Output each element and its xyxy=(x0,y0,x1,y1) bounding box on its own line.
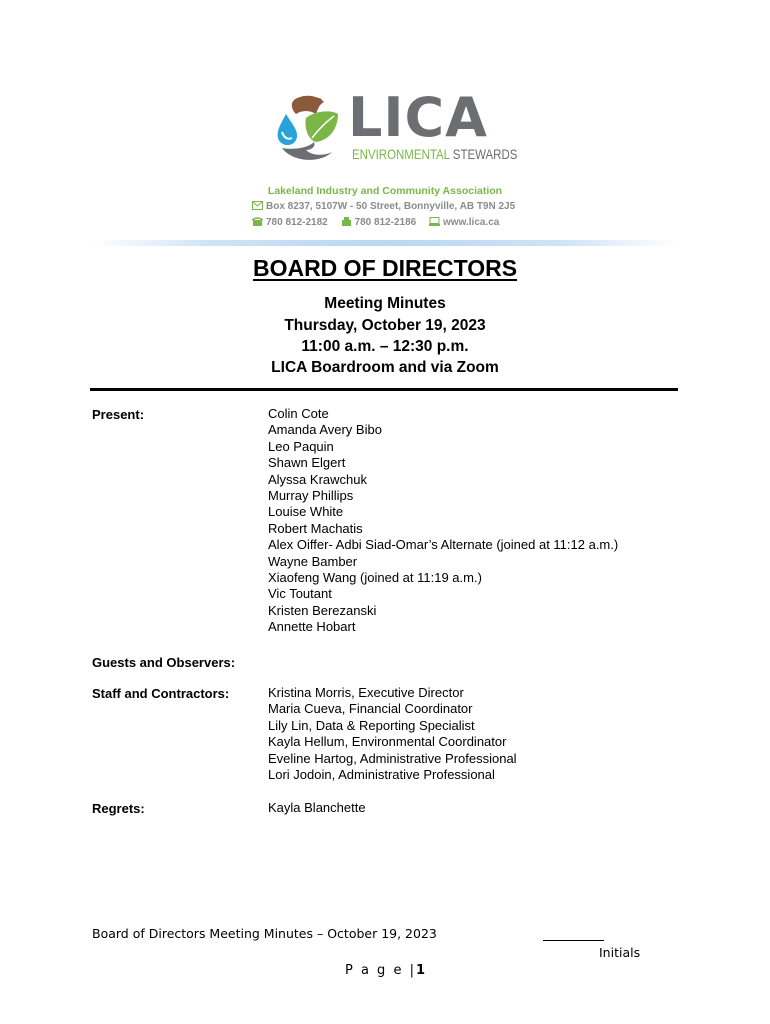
list-item: Shawn Elgert xyxy=(268,455,346,471)
list-item: Kristina Morris, Executive Director xyxy=(268,685,464,700)
fax-icon xyxy=(341,217,352,226)
list-item: Alex Oiffer- Adbi Siad-Omar’s Alternate (joined at 11:12 a.m.) xyxy=(268,537,619,553)
document-title-text: BOARD OF DIRECTORS xyxy=(252,255,518,281)
document-title xyxy=(0,255,770,282)
org-phone: 780 812-2182 xyxy=(266,217,328,228)
initials-line xyxy=(543,940,604,941)
org-name: Lakeland Industry and Community Association xyxy=(267,185,503,197)
meeting-time: 11:00 a.m. – 12:30 p.m. xyxy=(301,338,469,355)
list-item: Leo Paquin xyxy=(268,438,334,454)
logo-wordmark: LICA xyxy=(348,86,488,149)
page-prefix: P a g e | xyxy=(344,963,416,978)
computer-icon xyxy=(429,217,440,226)
footer-title: Board of Directors Meeting Minutes – October 19, 2023 xyxy=(92,926,437,941)
meeting-type: Meeting Minutes xyxy=(324,295,446,312)
list-item: Robert Machatis xyxy=(268,520,363,536)
list-item: Colin Cote xyxy=(268,406,329,421)
heading-rule xyxy=(90,388,678,391)
page-number xyxy=(0,963,770,978)
list-item: Maria Cueva, Financial Coordinator xyxy=(268,701,473,717)
list-item: Kayla Hellum, Environmental Coordinator xyxy=(268,734,507,750)
guests-label: Guests and Observers: xyxy=(92,655,236,670)
list-item: Annette Hobart xyxy=(268,619,356,635)
list-item: Lori Jodoin, Administrative Professional xyxy=(268,767,495,783)
page-number-value: 1 xyxy=(415,963,425,978)
org-contact-line xyxy=(252,217,509,228)
header-divider xyxy=(92,240,678,246)
meeting-location: LICA Boardroom and via Zoom xyxy=(271,359,499,376)
list-item: Murray Phillips xyxy=(268,488,354,504)
list-item: Alyssa Krawchuk xyxy=(268,471,367,487)
list-item: Kayla Blanchette xyxy=(268,800,366,815)
org-website: www.lica.ca xyxy=(443,217,500,228)
envelope-icon xyxy=(252,201,263,210)
phone-icon xyxy=(252,217,263,226)
staff-list xyxy=(268,685,517,783)
logo-tag-green: ENVIRONMENTAL xyxy=(352,146,450,162)
org-address: Box 8237, 5107W - 50 Street, Bonnyville, AB T9N 2J5 xyxy=(266,201,516,212)
logo-tag-gray: STEWARDS xyxy=(449,146,518,162)
present-list xyxy=(268,406,618,636)
logo-tagline xyxy=(352,146,517,162)
list-item: Louise White xyxy=(268,504,344,520)
org-address-line xyxy=(252,201,515,212)
org-fax: 780 812-2186 xyxy=(354,217,417,228)
regrets-list xyxy=(268,800,366,816)
initials-label: Initials xyxy=(599,945,641,960)
list-item: Eveline Hartog, Administrative Professional xyxy=(268,750,517,766)
regrets-label: Regrets: xyxy=(92,801,145,816)
list-item: Vic Toutant xyxy=(268,586,332,602)
list-item: Wayne Bamber xyxy=(268,553,358,569)
list-item: Xiaofeng Wang (joined at 11:19 a.m.) xyxy=(268,570,482,586)
list-item: Amanda Avery Bibo xyxy=(268,422,382,438)
present-label: Present: xyxy=(92,407,145,422)
meeting-date: Thursday, October 19, 2023 xyxy=(284,317,486,334)
list-item: Lily Lin, Data & Reporting Specialist xyxy=(268,717,475,733)
staff-label: Staff and Contractors: xyxy=(92,686,230,701)
list-item: Kristen Berezanski xyxy=(268,602,377,618)
